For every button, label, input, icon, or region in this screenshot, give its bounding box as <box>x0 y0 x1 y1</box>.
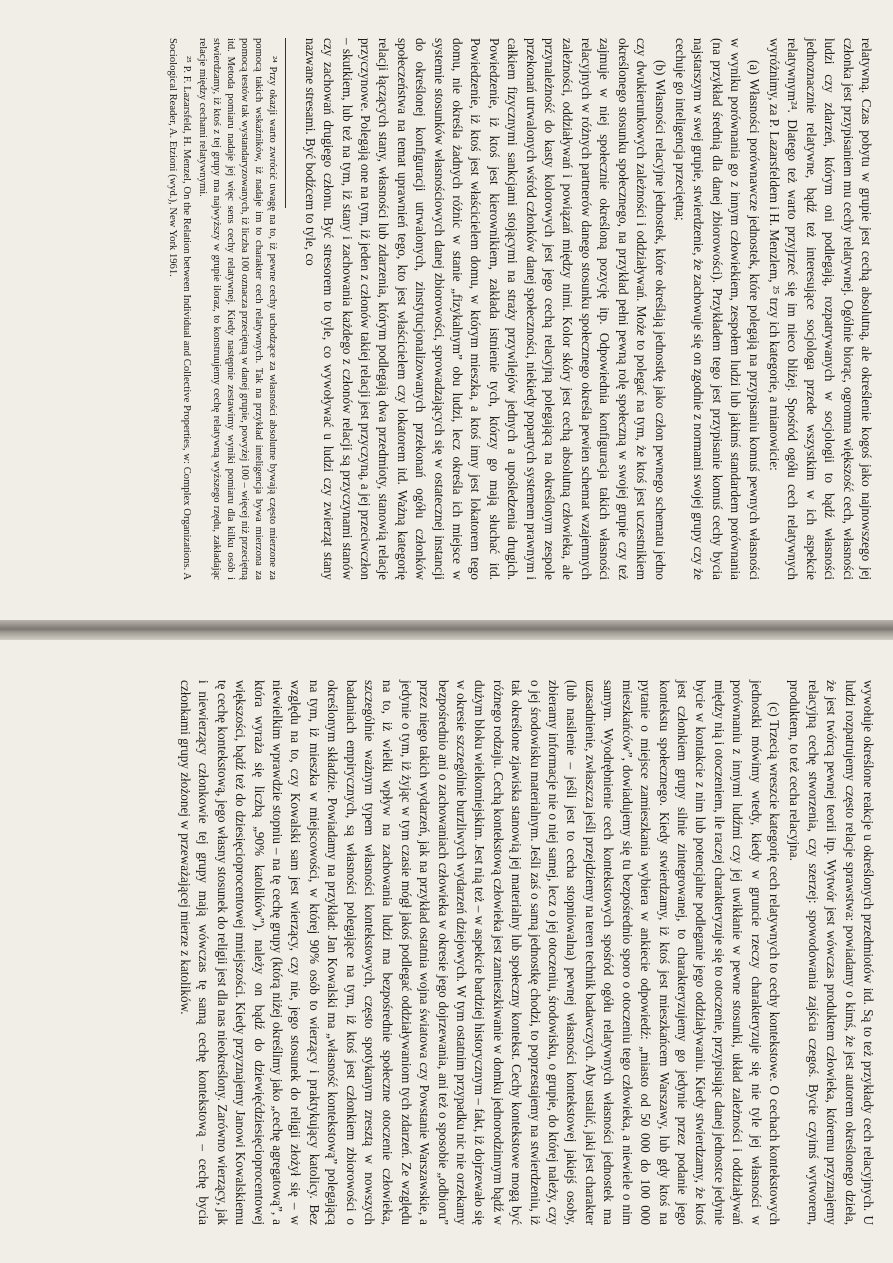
body-text <box>300 38 875 580</box>
paragraph: (b) Własności relacyjne jednostek, które określają jednostkę jako człon pewnego schematu jedno czy dwukierunkowych zależności i oddziaływań. Może to polegać na tym, że ktoś jest uczestnikiem określonego stosunku społecznego, na przykład pełni pewną rolę społeczną w swojej grupie czy też zajmuje w niej społecznie określoną pozycję itp. Odpowiednia konfiguracja takich własności relacyjnych w różnych partnerów danego stosunku społecznego określa pewien schemat wzajemnych zależności, oddziaływań i powiązań między nimi. Kolor skóry jest cechą absolutną człowieka, ale przynależność do kasty kolorowych jest jego cechą relacyjną polegającą na określonym zespole przekonań utrwalonych wśród członków danej społeczności, niekiedy popartych systemem prawnym i całkiem fizycznymi sankcjami stojącymi na straży przywilejów jednych a upośledzenia drugich. Powiedzenie, iż ktoś jest kierownikiem, zakłada istnienie tych, którzy go mają słuchać itd. Powiedzenie, iż ktoś jest właścicielem domu, w którym mieszka, a ktoś inny jest lokatorem tego domu, nie określa żadnych różnic w stanie „fizykalnym” obu ludzi, lecz określa ich miejsce w systemie stosunków własnościowych danej zbiorowości, sprowadzających się w ostatecznej instancji do określonej konfiguracji utrwalonych, zinstytucjonalizowanych przekonań ogółu członków społeczeństwa na temat uprawnień tego, kto jest właścicielem czy lokatorem itd. Ważną kategorię relacji łączących stany, własności lub zdarzenia, którym podlegają dwa przedmioty, stanowią relacje przyczynowe. Polegają one na tym, iż jeden z członów takiej relacji jest przyczyną, a jej przeciwczłon – skutkiem, lub też na tym, iż stany i zachowania każdego z członów relacji są przyczynami stanów czy zachowań drugiego członu. Być stresorem to tyle, co wywoływać u ludzi czy zwierząt stany nazwane stresami. Być bodźcem to tyle, co <box>302 38 668 580</box>
paragraph: wywołuje określone reakcje u określonych przedmiotów itd. Są to też przykłady cech relacyjnych. U ludzi rozpatrujemy często relacje sprawstwa: powiadamy o kimś, że jest autorem określonego dzieła, że jest twórcą pewnej teorii itp. Wytwór jest wówczas produktem człowieka, któremu przyznajemy relacyjną cechę stworzenia, czy szerzej: spowodowania zajścia czegoś. Bycie czyimś wytworem, produktem, to też cecha relacyjna. <box>787 680 876 1225</box>
book-gutter <box>0 620 893 640</box>
paragraph: (c) Trzecią wreszcie kategorię cech relatywnych to cechy kontekstowe. O cechach kontekstowych jednostki mówimy wtedy, kiedy w gruncie rzeczy charakteryzuje się nie tyle jej własności w porównaniu z innymi ludźmi czy jej uwikłanie w pewne stosunki, układ zależności i oddziaływań między nią i otoczeniem, ile raczej charakteryzuje się to otoczenie, przypisując danej jednostce jedynie bycie w kontakcie z nim lub potencjalne podleganie jego oddziaływaniu. Kiedy stwierdzamy, że ktoś jest członkiem grupy silnie zintegrowanej, to charakteryzujemy go jedynie przez podanie jego kontekstu społecznego. Kiedy stwierdzamy, iż ktoś jest mieszkańcem Warszawy, lub gdy ktoś na pytanie o miejsce zamieszkania wybiera w ankiecie odpowiedź: „miasto od 50 000 do 100 000 mieszkańców”, dowiadujemy się tu bezpośrednio sporo o otoczeniu tego człowieka, a niewiele o nim samym. Wyodrębnienie cech kontekstowych spośród ogółu relatywnych własności jednostek ma uzasadnienie, zwłaszcza jeśli przejdziemy na teren technik badawczych. Aby ustalić, jaki jest charakter (lub nasilenie – jeśli jest to cecha stopniowalna) pewnej własności kontekstowej jakiejś osoby, zbieramy informacje nie o niej samej, lecz o jej otoczeniu, środowisku, o grupie, do której należy, czy o jej środowisku materialnym. Jeśli zaś o samą jednostkę chodzi, to poprzestajemy na stwierdzeniu, iż tak określone zjawiska stanowią jej materialny lub społeczny kontekst. Cechy kontekstowe mogą być różnego rodzaju. Cechą kontekstową człowieka jest zamieszkiwanie w domku jednorodzinnym bądź w dużym bloku wielkomiejskim. Jest nią też – w aspekcie bardziej historycznym – fakt, iż dojrzewało się w okresie szczególnie burzliwych wydarzeń dziejowych. W tym ostatnim przypadku nic nie orzekamy bezpośrednio ani o zachowaniach człowieka w okresie jego dojrzewania, ani też o sposobie „odbioru” przez niego takich wydarzeń, jak na przykład ostatnia wojna światowa czy Powstanie Warszawskie, a jedynie o tym, iż żyjąc w tym czasie mógł jakoś podlegać oddziaływaniom tych zdarzeń. Ze względu na to, iż wielki wpływ na zachowania ludzi ma bezpośrednie społeczne otoczenie człowieka, szczególnie ważnym typem własności kontekstowych, często spotykanym zresztą w nowszych badaniach empirycznych, są własności polegające na tym, iż ktoś jest członkiem zbiorowości o określonym składzie. Powiadamy na przykład: Jan Kowalski ma „własność kontekstową” polegającą na tym, iż mieszka w miejscowości, w której 90% osób to wierzący i praktykujący katolicy. Bez względu na to, czy Kowalski sam jest wierzący, czy nie, jego stosunek do religii złożył się – w niewielkim wprawdzie stopniu – na tę cechę grupy (którą niżej określimy jako „cechę agregatową”, a która wyraża się liczbą „90% katolików”), należy on bądź do dziewięćdziesięcioprocentowej większości, bądź też do dziesięcioprocentowej mniejszości. Kiedy przyznajemy Janowi Kowalskiemu tę cechę kontekstową, jego własny stosunek do religii jest dla nas nieokreślony. Zarówno wierzący, jak i niewierzący członkowie tej grupy mają wówczas tę samą cechę kontekstową – cechę bycia członkami grupy złożonej w przeważającej mierze z katolików. <box>177 680 782 1225</box>
paragraph: relatywną. Czas pobytu w grupie jest cechą absolutną, ale określenie kogoś jako najnowszego jej członka jest przypisaniem mu cechy relatywnej. Ogólnie biorąc, ogromna większość cech, własności ludzi czy zdarzeń, którym oni podlegają, rozpatrywanych w socjologii to bądź własności jednoznacznie relatywne, bądź też interesujące socjologa przede wszystkim w ich aspekcie relatywnym²⁴. Dlatego też warto przyjrzeć się im nieco bliżej. Spośród ogółu cech relatywnych wyróżnimy, za P. Lazarsfeldem i H. Menzlem, ²⁵ trzy ich kategorie, a mianowicie: <box>766 38 874 580</box>
body-text <box>176 680 877 1225</box>
footnote-25: ²⁵ P. F. Lazarsfeld, H. Menzel, On the Relation between Individual and Collective Properties, w: Complex Organizations. A Sociological Reader, A. Etzioni (wyd.), New York 1961. <box>167 38 193 580</box>
page-left <box>0 0 893 620</box>
footnote-24: ²⁴ Przy okazji warto zwrócić uwagę na to, iż pewne cechy uchodzące za własności absolutne bywają często mierzone za pomocą takich wskaźników, iż nadaje im to charakter cech relatywnych. Tak na przykład inteligencja bywa mierzona za pomocą testów tak wystandaryzowanych, iż liczba 100 oznacza przeciętną w danej grupie, powyżej 100 – więcej niż przeciętną itd. Metoda pomiaru nadaje jej więc sens cechy relatywnej. Kiedy następnie zestawimy wyniki pomiaru dla kilku osób i stwierdzamy, iż ktoś z tej grupy ma najwyższy w grupie iloraz, to konstruujemy cechę relatywną wyższego rzędu, zakładając relacje między cechami relatywnymi. <box>197 38 279 580</box>
footnotes <box>165 38 279 580</box>
footnote-rule <box>285 38 286 208</box>
paragraph: (a) Własności porównawcze jednostek, które polegają na przypisaniu komuś pewnych własności w wyniku porównania go z innym człowiekiem, zespołem ludzi lub jakimś standardem porównania (na przykład średnią dla danej zbiorowości). Przykładem tego jest przypisanie komuś cechy bycia najstarszym w swej grupie, stwierdzenie, że zachowuje się on zgodnie z normami swojej grupy czy że cechuje go inteligencja przeciętna; <box>672 38 762 580</box>
page-right <box>0 640 893 1263</box>
